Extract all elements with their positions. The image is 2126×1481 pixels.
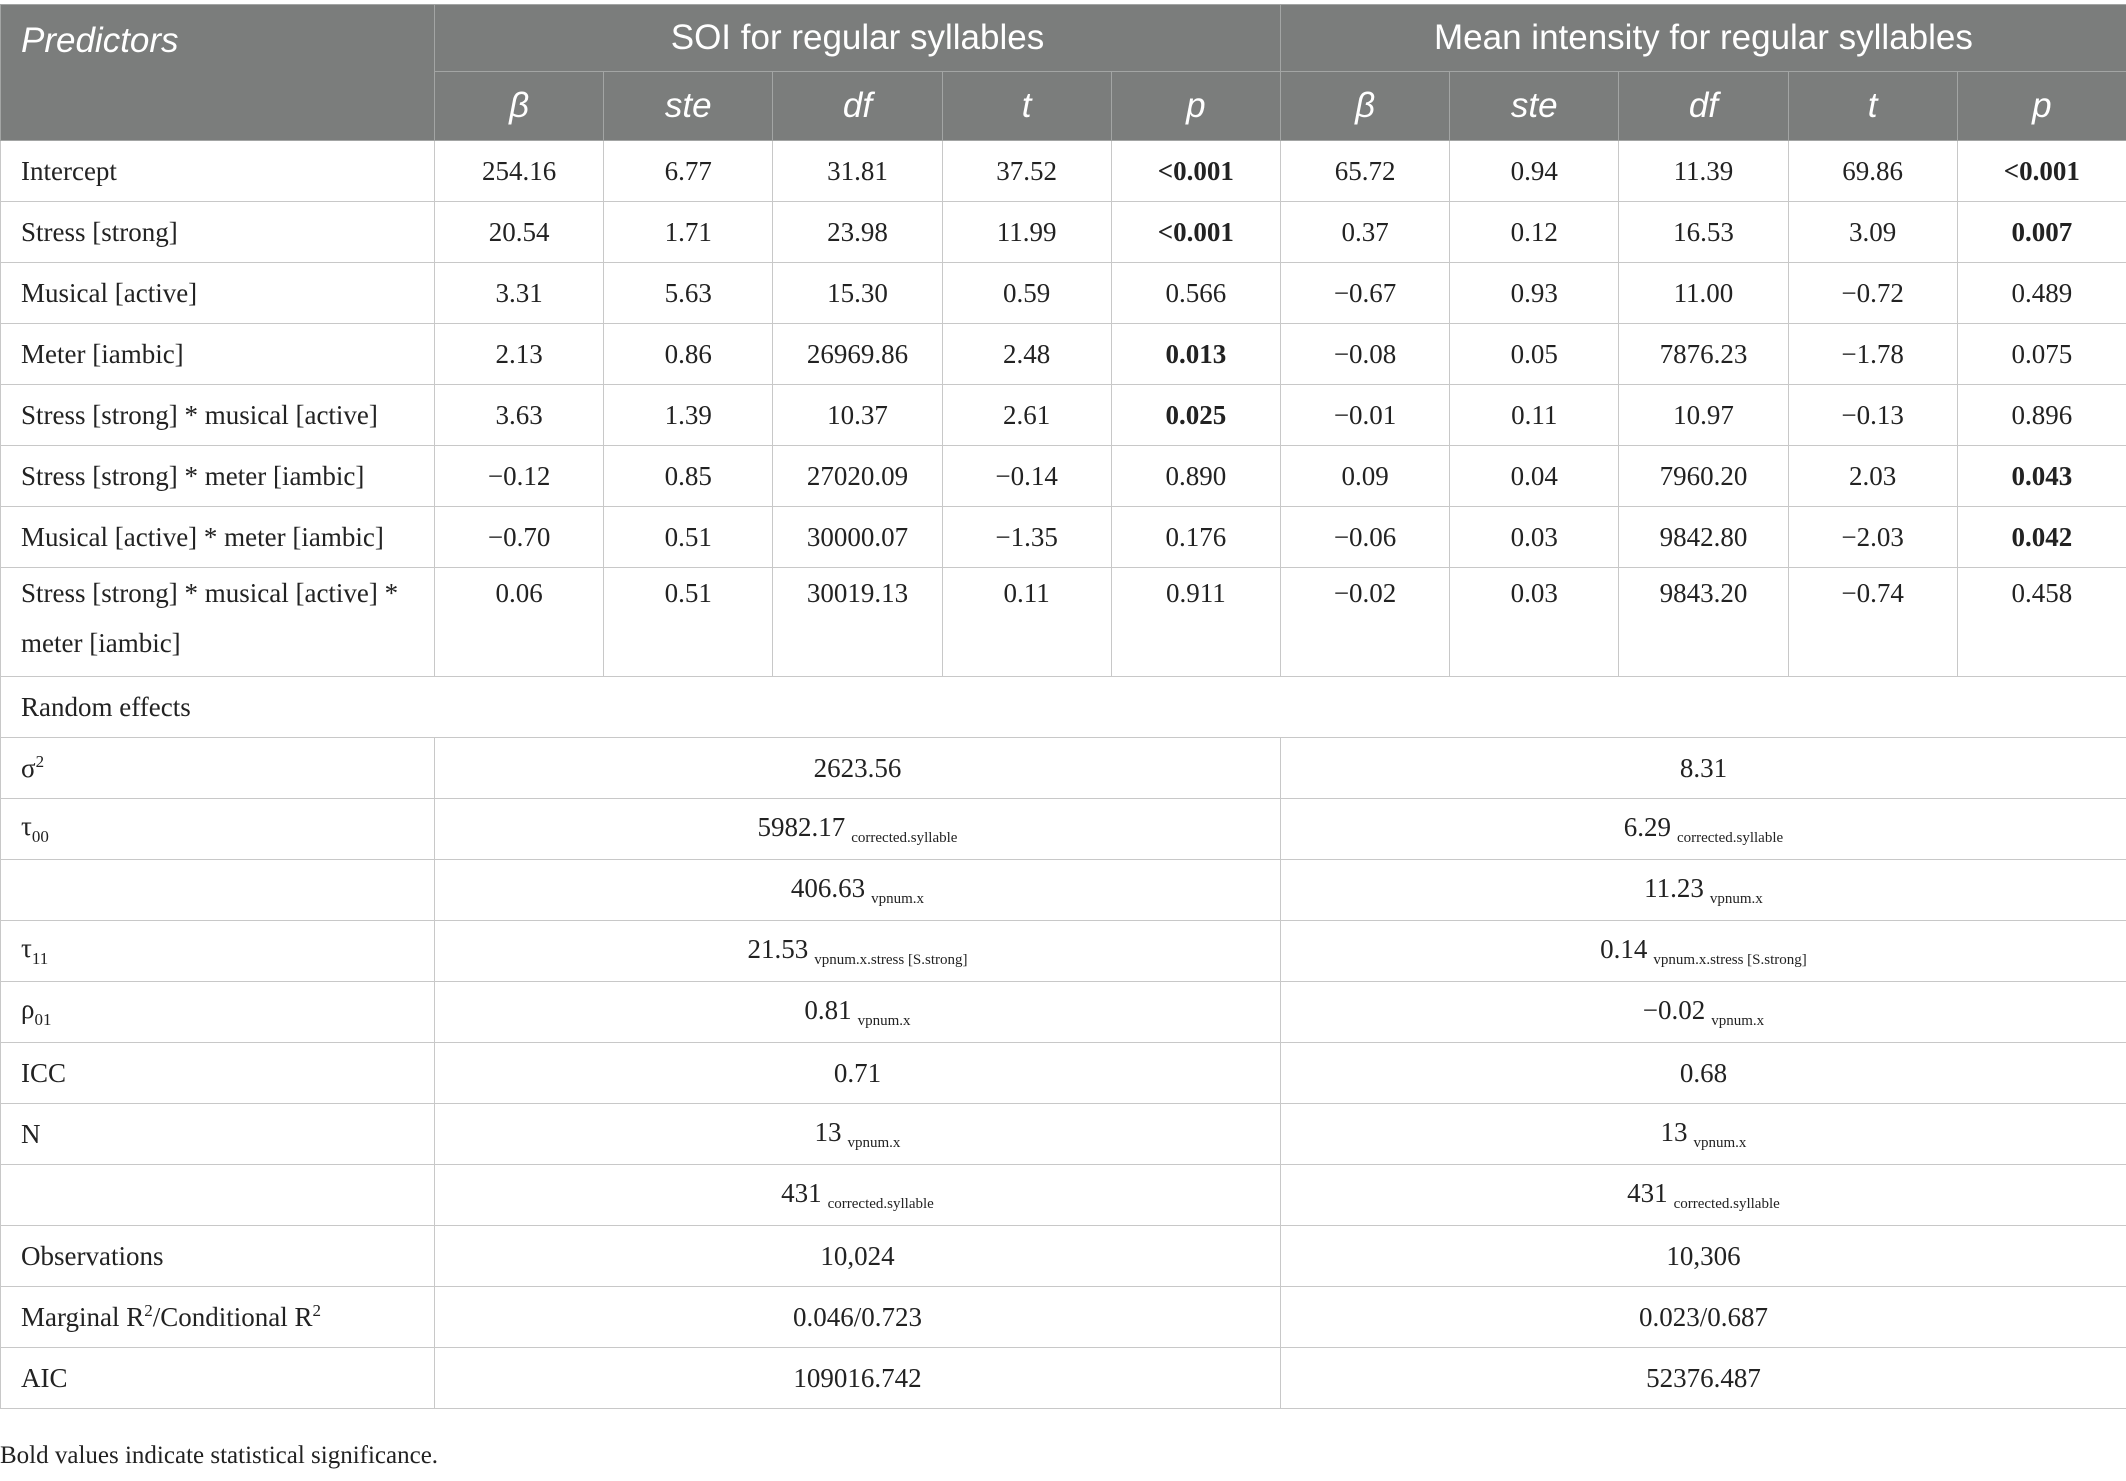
cell-df: 30019.13 [773, 568, 942, 677]
intensity-value: 13 $_{vpnum.x}$ [1280, 1104, 2126, 1165]
cell-p: <0.001 [1957, 141, 2126, 202]
soi-value: 0.81 $_{vpnum.x}$ [435, 982, 1281, 1043]
cell-p: 0.043 [1957, 446, 2126, 507]
soi-value: 0.046/0.723 [435, 1287, 1281, 1348]
cell-beta: 3.31 [435, 263, 604, 324]
random-effects-title: Random effects [1, 677, 2126, 738]
soi-group-header: SOI for regular syllables [435, 5, 1281, 72]
intensity-value: 6.29 $_{corrected.syllable}$ [1280, 799, 2126, 860]
intensity-value: 0.14 $_{vpnum.x.stress [S.strong]}$ [1280, 921, 2126, 982]
cell-t: 37.52 [942, 141, 1111, 202]
col-header-p: p [1957, 72, 2126, 141]
predictor-row [1, 202, 2126, 263]
cell-df: 9842.80 [1619, 507, 1788, 568]
sigma2-row [1, 738, 2126, 799]
cell-t: 3.09 [1788, 202, 1957, 263]
cell-beta: 65.72 [1280, 141, 1449, 202]
col-header-beta: β [1280, 72, 1449, 141]
intensity-value: 0.68 [1280, 1043, 2126, 1104]
cell-ste: 0.05 [1450, 324, 1619, 385]
cell-df: 30000.07 [773, 507, 942, 568]
cell-p: 0.566 [1111, 263, 1280, 324]
cell-ste: 0.04 [1450, 446, 1619, 507]
intensity-value: 8.31 [1280, 738, 2126, 799]
cell-beta: 2.13 [435, 324, 604, 385]
col-header-t: t [1788, 72, 1957, 141]
cell-p: 0.025 [1111, 385, 1280, 446]
cell-df: 7876.23 [1619, 324, 1788, 385]
cell-t: −0.14 [942, 446, 1111, 507]
soi-value: 13 $_{vpnum.x}$ [435, 1104, 1281, 1165]
col-header-p: p [1111, 72, 1280, 141]
cell-beta: 0.06 [435, 568, 604, 677]
row-label: N [1, 1104, 435, 1165]
predictor-row [1, 446, 2126, 507]
random-effects-row [1, 677, 2126, 738]
cell-ste: 0.51 [604, 507, 773, 568]
cell-t: −0.13 [1788, 385, 1957, 446]
intensity-value: 431 $_{corrected.syllable}$ [1280, 1165, 2126, 1226]
cell-df: 11.39 [1619, 141, 1788, 202]
cell-df: 16.53 [1619, 202, 1788, 263]
predictor-row [1, 324, 2126, 385]
predictor-label: Stress [strong] * musical [active] * meter [iambic] [1, 568, 435, 677]
col-header-ste: ste [1450, 72, 1619, 141]
cell-df: 7960.20 [1619, 446, 1788, 507]
cell-t: −0.74 [1788, 568, 1957, 677]
cell-beta: −0.06 [1280, 507, 1449, 568]
cell-ste: 5.63 [604, 263, 773, 324]
cell-p: 0.176 [1111, 507, 1280, 568]
cell-t: −1.35 [942, 507, 1111, 568]
row-label: Marginal $R^2$/Conditional $R^2$ [1, 1287, 435, 1348]
cell-t: 2.03 [1788, 446, 1957, 507]
observations-row [1, 1226, 2126, 1287]
soi-value: 431 $_{corrected.syllable}$ [435, 1165, 1281, 1226]
cell-t: 2.61 [942, 385, 1111, 446]
intensity-value: 10,306 [1280, 1226, 2126, 1287]
cell-ste: 0.03 [1450, 507, 1619, 568]
intensity-value: −0.02 $_{vpnum.x}$ [1280, 982, 2126, 1043]
cell-df: 15.30 [773, 263, 942, 324]
predictor-row [1, 568, 2126, 677]
cell-p: 0.075 [1957, 324, 2126, 385]
soi-value: 2623.56 [435, 738, 1281, 799]
intensity-value: 52376.487 [1280, 1348, 2126, 1409]
cell-t: 11.99 [942, 202, 1111, 263]
predictor-label: Musical [active] * meter [iambic] [1, 507, 435, 568]
n-row [1, 1104, 2126, 1165]
aic-row [1, 1348, 2126, 1409]
cell-t: 0.11 [942, 568, 1111, 677]
cell-beta: 0.09 [1280, 446, 1449, 507]
tau00-row-2 [1, 860, 2126, 921]
row-label: $\sigma^2$ [1, 738, 435, 799]
soi-value: 0.71 [435, 1043, 1281, 1104]
intensity-value: 0.023/0.687 [1280, 1287, 2126, 1348]
intensity-value: 11.23 $_{vpnum.x}$ [1280, 860, 2126, 921]
row-label: $\tau_{11}$ [1, 921, 435, 982]
cell-df: 27020.09 [773, 446, 942, 507]
cell-ste: 0.12 [1450, 202, 1619, 263]
cell-p: 0.890 [1111, 446, 1280, 507]
predictor-label: Stress [strong] * musical [active] [1, 385, 435, 446]
col-header-t: t [942, 72, 1111, 141]
cell-beta: −0.08 [1280, 324, 1449, 385]
soi-value: 109016.742 [435, 1348, 1281, 1409]
row-label: Observations [1, 1226, 435, 1287]
row-label [1, 860, 435, 921]
predictor-row [1, 507, 2126, 568]
cell-beta: 3.63 [435, 385, 604, 446]
cell-beta: 254.16 [435, 141, 604, 202]
intensity-group-header: Mean intensity for regular syllables [1280, 5, 2126, 72]
icc-row [1, 1043, 2126, 1104]
cell-df: 31.81 [773, 141, 942, 202]
cell-ste: 0.51 [604, 568, 773, 677]
cell-ste: 1.71 [604, 202, 773, 263]
cell-p: 0.007 [1957, 202, 2126, 263]
cell-p: 0.042 [1957, 507, 2126, 568]
cell-beta: −0.12 [435, 446, 604, 507]
row-label: $\rho_{01}$ [1, 982, 435, 1043]
col-header-df: df [1619, 72, 1788, 141]
col-header-ste: ste [604, 72, 773, 141]
cell-df: 23.98 [773, 202, 942, 263]
col-header-df: df [773, 72, 942, 141]
cell-t: 0.59 [942, 263, 1111, 324]
predictor-row [1, 141, 2126, 202]
predictor-row [1, 385, 2126, 446]
regression-table [0, 4, 2126, 1409]
cell-ste: 0.93 [1450, 263, 1619, 324]
cell-df: 10.97 [1619, 385, 1788, 446]
cell-ste: 0.85 [604, 446, 773, 507]
predictors-header: Predictors [1, 5, 435, 141]
predictor-label: Intercept [1, 141, 435, 202]
r2-row [1, 1287, 2126, 1348]
cell-p: 0.013 [1111, 324, 1280, 385]
cell-t: −0.72 [1788, 263, 1957, 324]
soi-value: 21.53 $_{vpnum.x.stress [S.strong]}$ [435, 921, 1281, 982]
row-label: ICC [1, 1043, 435, 1104]
predictor-label: Stress [strong] [1, 202, 435, 263]
cell-beta: −0.02 [1280, 568, 1449, 677]
cell-p: <0.001 [1111, 202, 1280, 263]
cell-t: −1.78 [1788, 324, 1957, 385]
cell-beta: −0.70 [435, 507, 604, 568]
cell-ste: 0.94 [1450, 141, 1619, 202]
cell-ste: 0.11 [1450, 385, 1619, 446]
row-label: AIC [1, 1348, 435, 1409]
predictor-label: Stress [strong] * meter [iambic] [1, 446, 435, 507]
cell-ste: 1.39 [604, 385, 773, 446]
cell-t: −2.03 [1788, 507, 1957, 568]
cell-t: 2.48 [942, 324, 1111, 385]
tau11-row [1, 921, 2126, 982]
cell-beta: 0.37 [1280, 202, 1449, 263]
predictor-label: Meter [iambic] [1, 324, 435, 385]
predictor-row [1, 263, 2126, 324]
table-footnote: Bold values indicate statistical significance. [0, 1442, 439, 1469]
cell-p: 0.489 [1957, 263, 2126, 324]
cell-p: 0.458 [1957, 568, 2126, 677]
col-header-beta: β [435, 72, 604, 141]
cell-p: <0.001 [1111, 141, 1280, 202]
cell-ste: 0.03 [1450, 568, 1619, 677]
soi-value: 10,024 [435, 1226, 1281, 1287]
predictor-label: Musical [active] [1, 263, 435, 324]
soi-value: 406.63 $_{vpnum.x}$ [435, 860, 1281, 921]
cell-p: 0.896 [1957, 385, 2126, 446]
cell-p: 0.911 [1111, 568, 1280, 677]
cell-beta: −0.67 [1280, 263, 1449, 324]
row-label: $\tau_{00}$ [1, 799, 435, 860]
tau00-row [1, 799, 2126, 860]
soi-value: 5982.17 $_{corrected.syllable}$ [435, 799, 1281, 860]
header-row-groups [1, 5, 2126, 72]
cell-df: 9843.20 [1619, 568, 1788, 677]
cell-ste: 6.77 [604, 141, 773, 202]
cell-t: 69.86 [1788, 141, 1957, 202]
row-label [1, 1165, 435, 1226]
cell-beta: −0.01 [1280, 385, 1449, 446]
cell-df: 26969.86 [773, 324, 942, 385]
rho01-row [1, 982, 2126, 1043]
cell-df: 10.37 [773, 385, 942, 446]
cell-df: 11.00 [1619, 263, 1788, 324]
n-row-2 [1, 1165, 2126, 1226]
cell-beta: 20.54 [435, 202, 604, 263]
cell-ste: 0.86 [604, 324, 773, 385]
